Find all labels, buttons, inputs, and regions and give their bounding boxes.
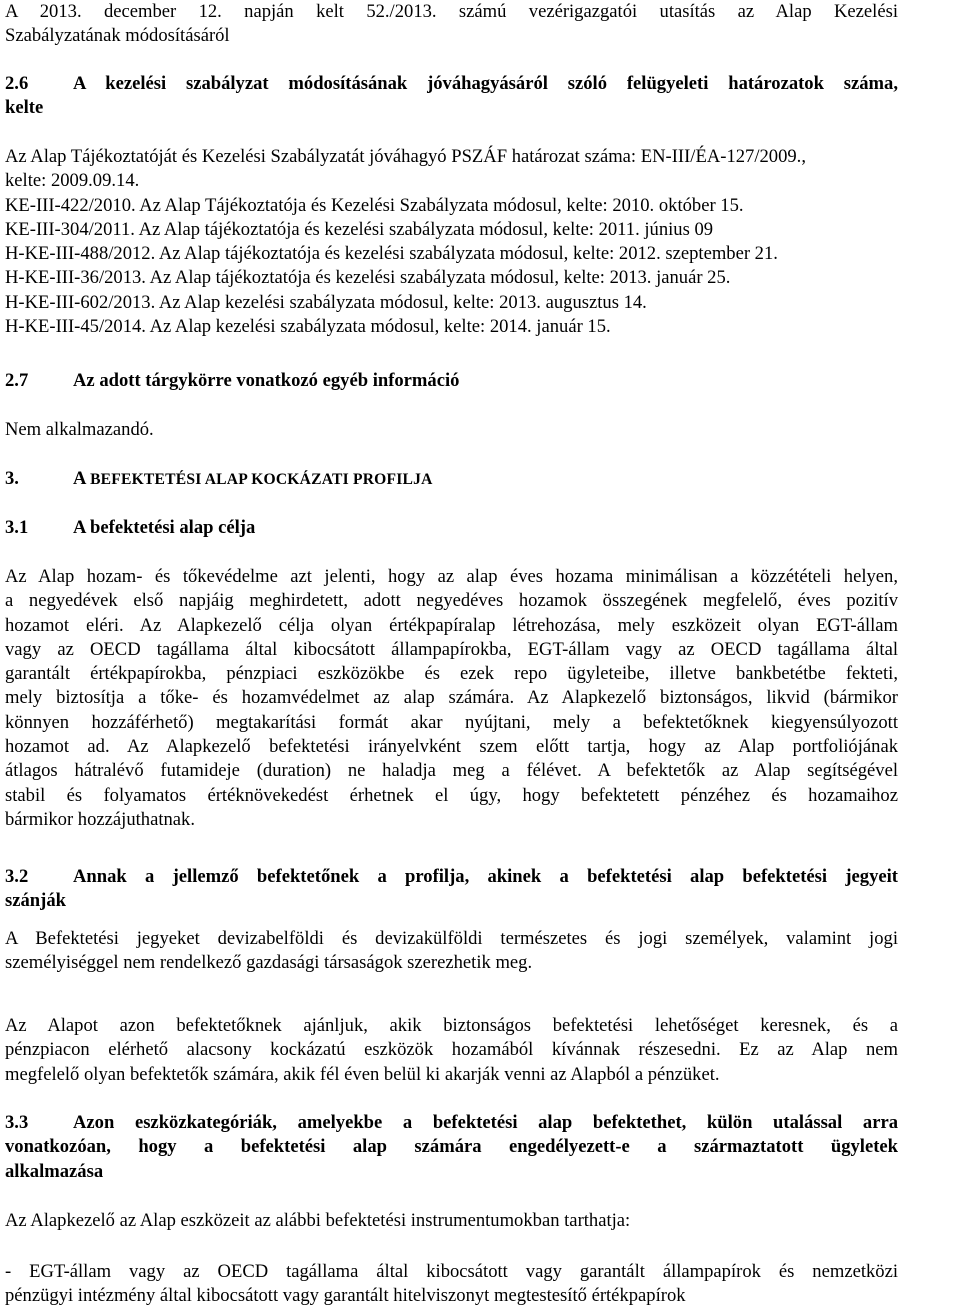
- section-2-6-body: [5, 145, 898, 339]
- paragraph-line: személyiséggel nem rendelkező gazdasági társaságok szerezhetik meg.: [5, 952, 533, 974]
- section-2-7-body: [5, 418, 898, 442]
- paragraph-line: átlagos hátralévő futamideje (duration) ne haladja meg a félévet. A befektetők az Alap segítségével: [5, 760, 898, 782]
- paragraph-line: A Befektetési jegyeket devizabelföldi és devizakülföldi természetes és jogi személyek, valamint jogi: [5, 928, 898, 949]
- paragraph-line: hozamot eléri. Az Alapkezelő célja olyan értékpapíralap létrehozása, mely eszközeit olyan EGT-állam: [5, 614, 898, 636]
- decision-line: KE-III-422/2010. Az Alap Tájékoztatója és Kezelési Szabályzata módosul, kelte: 2010. október 15.: [5, 194, 744, 216]
- section-title-cont: szánják: [5, 890, 66, 912]
- paragraph-line: könnyen hozzáférhető) megtakarítási formát akar nyújtani, mely a befektetőknek kiegyensúlyozott: [5, 711, 898, 733]
- section-3-2-para2: [5, 1014, 898, 1087]
- preamble: [5, 0, 898, 49]
- section-title-cont: alkalmazása: [5, 1160, 104, 1182]
- paragraph-line: megfelelő olyan befektetők számára, akik fél éven belül ki akarják venni az Alapból a pénzüket.: [5, 1063, 720, 1085]
- decision-line: Az Alap Tájékoztatóját és Kezelési Szabályzatát jóváhagyó PSZÁF határozat száma: EN-III/ÉA-127/2009.,: [5, 146, 806, 167]
- section-3-3-bullet: [5, 1260, 898, 1309]
- bullet-line: pénzügyi intézmény által kibocsátott vagy garantált hitelviszonyt megtestesítő értékpapírok: [5, 1285, 686, 1307]
- section-title-cont: kelte: [5, 97, 44, 119]
- section-number: 3.3: [5, 1112, 29, 1133]
- section-title: BEFEKTETÉSI ALAP KOCKÁZATI PROFILJA: [90, 471, 433, 488]
- paragraph-line: Az Alap hozam- és tőkevédelme azt jelenti, hogy az alap éves hozama minimálisan a közzétételi helyen,: [5, 566, 898, 587]
- paragraph-line: Az Alapkezelő az Alap eszközeit az alábbi befektetési instrumentumokban tarthatja:: [5, 1210, 631, 1231]
- section-3-3-intro: [5, 1209, 898, 1233]
- section-3-1-heading: [5, 516, 898, 540]
- section-title: Azon eszközkategóriák, amelyekbe a befektetési alap befektethet, külön utalással arra: [73, 1112, 898, 1133]
- decision-line: H-KE-III-36/2013. Az Alap tájékoztatója és kezelési szabályzata módosul, kelte: 2013. január 25.: [5, 267, 731, 289]
- decision-line: H-KE-III-45/2014. Az Alap kezelési szabályzata módosul, kelte: 2014. január 15.: [5, 316, 611, 338]
- section-3-2-heading: [5, 865, 898, 914]
- section-3-2-para1: [5, 927, 898, 976]
- paragraph-line: bármikor hozzájuthatnak.: [5, 808, 195, 830]
- section-title: A kezelési szabályzat módosításának jóváhagyásáról szóló felügyeleti határozatok száma,: [73, 73, 898, 94]
- section-2-6-heading: [5, 72, 898, 121]
- section-number: 3.2: [5, 866, 29, 887]
- section-3-heading: [5, 467, 898, 492]
- section-2-7-heading: [5, 369, 898, 393]
- section-title: Annak a jellemző befektetőnek a profilja, akinek a befektetési alap befektetési jegyeit: [73, 866, 898, 887]
- paragraph-line: stabil és folyamatos értéknövekedést érhetnek el úgy, hogy befektetett pénzéhez és hozamaihoz: [5, 784, 898, 806]
- paragraph-line: mely biztosítja a tőke- és hozamvédelmet az alap számára. Az Alapkezelő biztonságos, likvid (bármikor: [5, 687, 898, 709]
- bullet-line: - EGT-állam vagy az OECD tagállama által kibocsátott vagy garantált állampapírok és nemzetközi: [5, 1261, 898, 1282]
- paragraph-line: pénzpiacon elérhető alacsony kockázatú eszközök hozamából kívánnak részesedni. Ez az Alap nem: [5, 1039, 898, 1061]
- decision-line: kelte: 2009.09.14.: [5, 170, 140, 192]
- paragraph-line: hozamot ad. Az Alapkezelő befektetési irányelvként szem előtt tartja, hogy az Alap portfoliójának: [5, 736, 898, 758]
- paragraph-line: vagy az OECD tagállama által kibocsátott állampapírokba, EGT-állam vagy az OECD tagállama által: [5, 638, 898, 660]
- section-number: 3.: [5, 468, 19, 489]
- section-title: A befektetési alap célja: [73, 517, 256, 538]
- decision-line: H-KE-III-488/2012. Az Alap tájékoztatója és kezelési szabályzata módosul, kelte: 2012. szeptember 21.: [5, 243, 778, 265]
- paragraph-line: a negyedévek első napjáig meghirdetett, adott negyedéves hozamok összegének megfelelő, éves pozitív: [5, 590, 898, 612]
- section-3-3-heading: [5, 1111, 898, 1184]
- paragraph-line: Az Alapot azon befektetőknek ajánljuk, akik biztonságos befektetési lehetőséget keresnek, és a: [5, 1015, 898, 1036]
- paragraph: Nem alkalmazandó.: [5, 419, 154, 440]
- paragraph-line: garantált értékpapírokba, pénzpiaci eszközökbe és ezek repo ügyleteibe, illetve bankbetétbe fekteti,: [5, 663, 898, 685]
- preamble-line: Szabályzatának módosításáról: [5, 25, 230, 47]
- section-title-first: A: [73, 468, 86, 489]
- decision-line: H-KE-III-602/2013. Az Alap kezelési szabályzata módosul, kelte: 2013. augusztus 14.: [5, 291, 647, 313]
- section-title: Az adott tárgykörre vonatkozó egyéb információ: [73, 370, 460, 391]
- section-number: 3.1: [5, 517, 29, 538]
- decision-line: KE-III-304/2011. Az Alap tájékoztatója és kezelési szabályzata módosul, kelte: 2011. június 09: [5, 218, 714, 240]
- section-3-1-body: [5, 565, 898, 832]
- section-number: 2.6: [5, 73, 29, 94]
- section-title-cont: vonatkozóan, hogy a befektetési alap számára engedélyezett-e a származtatott ügyletek: [5, 1136, 898, 1158]
- section-number: 2.7: [5, 370, 29, 391]
- preamble-line: A 2013. december 12. napján kelt 52./2013. számú vezérigazgatói utasítás az Alap Kezelési: [5, 1, 898, 22]
